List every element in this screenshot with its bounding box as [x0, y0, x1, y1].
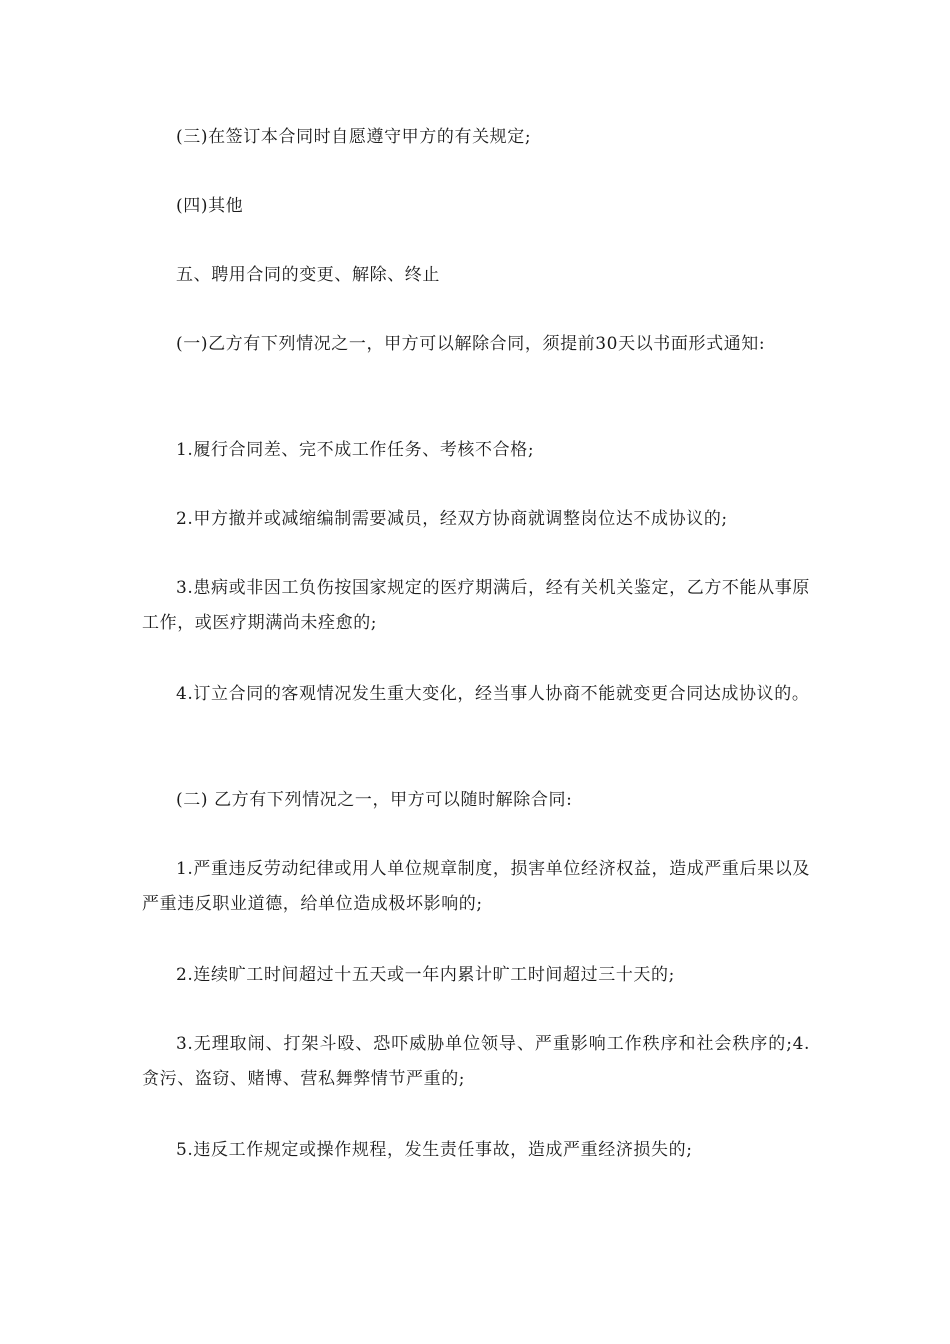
- paragraph-item-2-1: 1.严重违反劳动纪律或用人单位规章制度，损害单位经济权益，造成严重后果以及严重违反职业道德，给单位造成极坏影响的;: [142, 859, 810, 914]
- section-heading-5: 五、聘用合同的变更、解除、终止: [176, 265, 440, 285]
- paragraph-clause-3: (三)在签订本合同时自愿遵守甲方的有关规定;: [176, 127, 532, 147]
- paragraph-clause-4: (四)其他: [176, 196, 244, 216]
- paragraph-subsection-1: (一)乙方有下列情况之一，甲方可以解除合同，须提前30天以书面形式通知:: [176, 334, 766, 354]
- paragraph-item-1-4: 4.订立合同的客观情况发生重大变化，经当事人协商不能就变更合同达成协议的。: [176, 684, 810, 704]
- paragraph-subsection-2: (二) 乙方有下列情况之一，甲方可以随时解除合同:: [176, 790, 573, 810]
- paragraph-item-1-3: 3.患病或非因工负伤按国家规定的医疗期满后，经有关机关鉴定，乙方不能从事原工作，或医疗期满尚未痊愈的;: [142, 578, 810, 633]
- paragraph-item-2-3: 3.无理取闹、打架斗殴、恐吓威胁单位领导、严重影响工作秩序和社会秩序的;4.贪污、盗窃、赌博、营私舞弊情节严重的;: [142, 1034, 810, 1089]
- paragraph-item-1-2: 2.甲方撤并或减缩编制需要减员，经双方协商就调整岗位达不成协议的;: [176, 509, 728, 529]
- paragraph-item-2-2: 2.连续旷工时间超过十五天或一年内累计旷工时间超过三十天的;: [176, 965, 675, 985]
- paragraph-item-2-5: 5.违反工作规定或操作规程，发生责任事故，造成严重经济损失的;: [176, 1140, 693, 1160]
- paragraph-item-1-1: 1.履行合同差、完不成工作任务、考核不合格;: [176, 440, 535, 460]
